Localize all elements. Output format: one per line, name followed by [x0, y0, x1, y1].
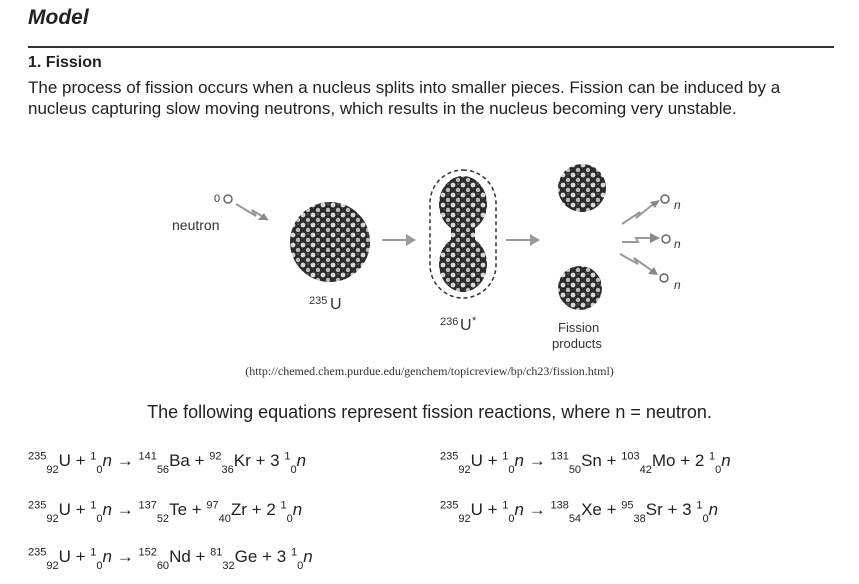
model-heading: Model — [28, 6, 89, 29]
u236-symbol: U — [460, 317, 472, 334]
equation-4: $^{235}_{92}$U + $^1_0$n → $^{138}_{54}$Xe + $^{95}_{38}$Sr + 3 $^1_0$n — [440, 499, 719, 526]
outgoing-neutron-label: n — [674, 278, 681, 292]
heading-rule — [28, 46, 834, 48]
arrow-icon — [506, 234, 540, 246]
neutron-symbol: 0 — [214, 193, 221, 205]
outgoing-neutron-label: n — [674, 237, 681, 251]
equations-intro: The following equations represent fission reactions, where n = neutron. — [147, 402, 712, 422]
arrow-icon — [382, 234, 416, 246]
u235-mass: 235 — [309, 295, 328, 307]
fission-products-label-line2: products — [552, 336, 602, 351]
intro-paragraph: The process of fission occurs when a nucleus splits into smaller pieces. Fission can be induced by a nucleus capturing slow moving neutrons, which results in the nucleus becoming very unstable. — [28, 78, 781, 118]
neutron-particle — [224, 195, 232, 203]
fission-product-nucleus — [558, 164, 606, 212]
equation-5: $^{235}_{92}$U + $^1_0$n → $^{152}_{60}$Nd + $^{81}_{32}$Ge + 3 $^1_0$n — [28, 546, 313, 573]
uranium-235-nucleus — [290, 202, 370, 282]
equation-2: $^{235}_{92}$U + $^1_0$n → $^{131}_{50}$Sn + $^{103}_{42}$Mo + 2 $^1_0$n — [440, 450, 731, 477]
uranium-236-nucleus — [439, 176, 487, 292]
fission-product-nucleus — [558, 266, 602, 310]
u235-symbol: U — [330, 296, 342, 313]
fission-products-label-line1: Fission — [558, 320, 600, 335]
u236-charge: * — [472, 315, 477, 327]
u236-mass: 236 — [440, 316, 459, 328]
source-url-caption: (http://chemed.chem.purdue.edu/genchem/topicreview/bp/ch23/fission.html) — [245, 364, 614, 378]
outgoing-neutron-arrows-icon — [620, 195, 670, 282]
fission-diagram — [160, 162, 700, 358]
equation-1: $^{235}_{92}$U + $^1_0$n → $^{141}_{56}$Ba + $^{92}_{36}$Kr + 3 $^1_0$n — [28, 450, 307, 477]
neutron-label: neutron — [172, 217, 220, 233]
outgoing-neutron-label: n — [674, 198, 681, 212]
neutron-arrow-icon — [236, 204, 268, 220]
section-title: 1. Fission — [28, 54, 102, 71]
equation-3: $^{235}_{92}$U + $^1_0$n → $^{137}_{52}$Te + $^{97}_{40}$Zr + 2 $^1_0$n — [28, 499, 303, 526]
